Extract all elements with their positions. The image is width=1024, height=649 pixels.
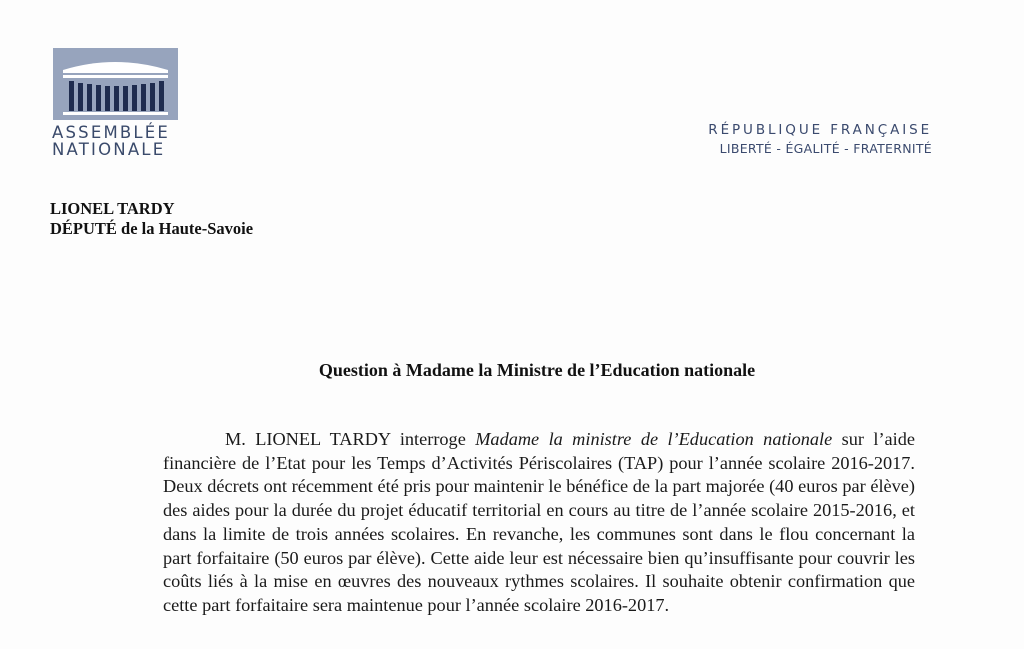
body-start: M. LIONEL TARDY interroge [225,429,476,449]
assemblee-nationale-logo [52,48,182,158]
deputy-name: LIONEL TARDY [50,199,175,218]
deputy-block [50,199,253,239]
republic-header [708,121,932,159]
logo-text-line1: ASSEMBLÉE [52,123,171,142]
republic-motto: LIBERTÉ - ÉGALITÉ - FRATERNITÉ [719,141,932,156]
question-body [163,428,915,618]
body-rest: sur l’aide financière de l’Etat pour les Temps d’Activités Périscolaires (TAP) pour l’année scolaire 2016-2017. Deux décrets ont récemment été pris pour maintenir le bénéfice de la part majorée (40 euros par élève) des aides pour la durée du projet éducatif territorial en cours au titre de l’année scolaire 2015-2016, et dans la limite de trois années scolaires. En revanche, les communes sont dans le flou concernant la part forfaitaire (50 euros par élève). Cette aide leur est nécessaire bien qu’insuffisante pour couvrir les coûts liés à la mise en œuvres des nouveaux rythmes scolaires. Il souhaite obtenir confirmation que cette part forfaitaire sera maintenue pour l’année scolaire 2016-2017. [163,429,915,615]
addressee: Madame la ministre de l’Education nationale [475,429,833,449]
question-title: Question à Madame la Ministre de l’Education nationale [318,360,756,380]
logo-text-line2: NATIONALE [52,140,166,159]
republic-name: RÉPUBLIQUE FRANÇAISE [708,122,932,138]
hemicycle-building-icon [53,48,178,120]
deputy-title: DÉPUTÉ de la Haute-Savoie [50,219,254,238]
